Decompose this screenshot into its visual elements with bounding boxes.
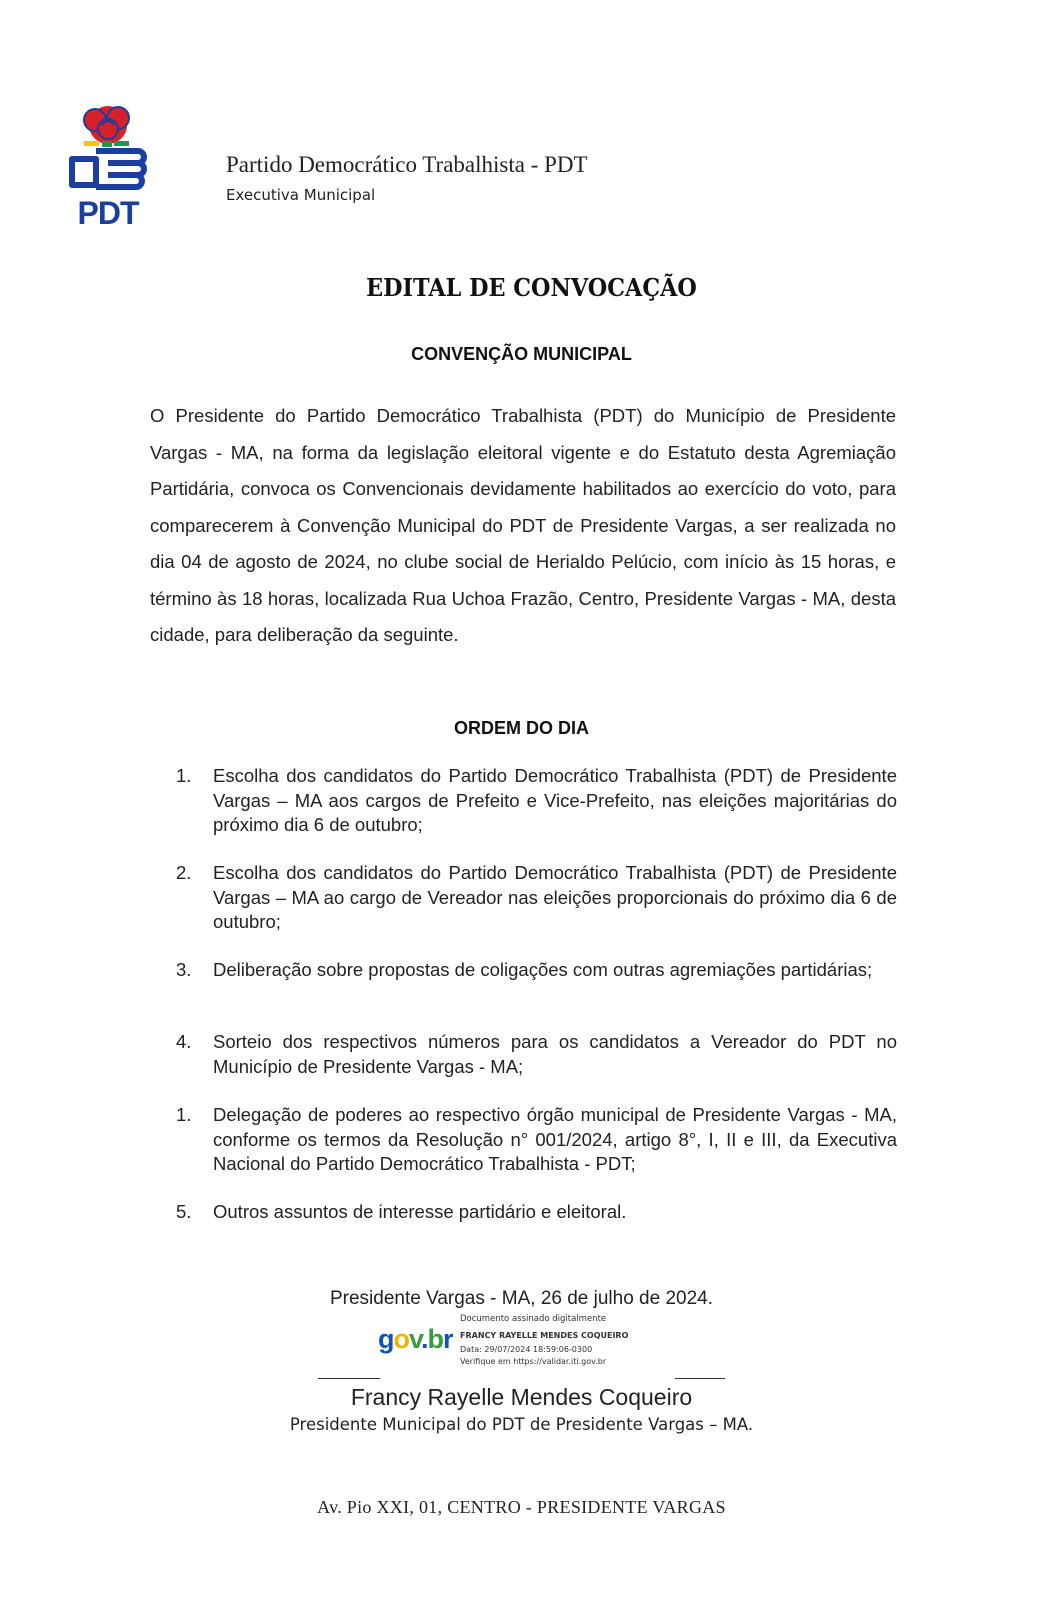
- signature-signer: FRANCY RAYELLE MENDES COQUEIRO: [460, 1331, 629, 1340]
- organization-name: Partido Democrático Trabalhista - PDT: [226, 152, 588, 177]
- agenda-item-number: 5.: [176, 1201, 192, 1222]
- signature-verify-url: Verifique em https://validar.iti.gov.br: [460, 1357, 607, 1366]
- agenda-item-number: 1.: [176, 765, 192, 786]
- logo-text: PDT: [77, 195, 139, 231]
- pdt-logo: [62, 105, 154, 231]
- govbr-logo: gov.br: [378, 1324, 453, 1354]
- agenda-item-text: Deliberação sobre propostas de coligações com outras agremiações partidárias;: [213, 959, 873, 980]
- agenda-item: [176, 1030, 897, 1079]
- signature-rule-left: [318, 1378, 380, 1379]
- agenda-item: [176, 958, 897, 983]
- agenda-item-number: 4.: [176, 1031, 192, 1052]
- fist-icon: [72, 151, 144, 187]
- signer-name: Francy Rayelle Mendes Coqueiro: [350, 1384, 693, 1410]
- agenda-item-number: 1.: [176, 1104, 192, 1125]
- agenda-item-text: Escolha dos candidatos do Partido Democrático Trabalhista (PDT) de Presidente Vargas – MA aos cargos de Prefeito e Vice-Prefeito, nas eleições majoritárias do próximo dia 6 de outubro;: [213, 765, 897, 835]
- document-subtitle: CONVENÇÃO MUNICIPAL: [411, 344, 632, 364]
- agenda-item-number: 2.: [176, 862, 192, 883]
- place-and-date: Presidente Vargas - MA, 26 de julho de 2024.: [329, 1288, 714, 1309]
- footer-address: Av. Pio XXI, 01, CENTRO - PRESIDENTE VARGAS: [317, 1497, 726, 1517]
- agenda-item: [176, 1103, 897, 1177]
- signature-caption: Documento assinado digitalmente: [460, 1314, 607, 1324]
- agenda-item-text: Outros assuntos de interesse partidário e eleitoral.: [213, 1201, 627, 1222]
- agenda-item: [176, 764, 897, 838]
- digital-signature-stamp: [378, 1314, 648, 1370]
- agenda-item: [176, 1200, 897, 1225]
- signature-date: Data: 29/07/2024 18:59:06-0300: [460, 1345, 593, 1354]
- signer-role: Presidente Municipal do PDT de Presidente Vargas – MA.: [289, 1415, 754, 1434]
- organization-subtitle: Executiva Municipal: [226, 186, 376, 204]
- agenda-title: ORDEM DO DIA: [454, 718, 589, 738]
- agenda-item-text: Escolha dos candidatos do Partido Democrático Trabalhista (PDT) de Presidente Vargas – MA ao cargo de Vereador nas eleições proporcionais do próximo dia 6 de outubro;: [213, 862, 897, 932]
- rose-icon: [84, 106, 129, 144]
- agenda-item-number: 3.: [176, 959, 192, 980]
- agenda-item-text: Delegação de poderes ao respectivo órgão municipal de Presidente Vargas - MA, conforme os termos da Resolução n° 001/2024, artigo 8°, I, II e III, da Executiva Nacional do Partido Democrático Trabalhista - PDT;: [213, 1104, 897, 1174]
- signature-rule-right: [675, 1378, 725, 1379]
- agenda-item-text: Sorteio dos respectivos números para os candidatos a Vereador do PDT no Município de Presidente Vargas - MA;: [213, 1031, 897, 1077]
- document-title: EDITAL DE CONVOCAÇÃO: [366, 273, 697, 302]
- body-paragraph: O Presidente do Partido Democrático Trabalhista (PDT) do Município de Presidente Vargas - MA, na forma da legislação eleitoral vigente e do Estatuto desta Agremiação Partidária, convoca os Convencionais devidamente habilitados ao exercício do voto, para comparecerem à Convenção Municipal do PDT de Presidente Vargas, a ser realizada no dia 04 de agosto de 2024, no clube social de Herialdo Pelúcio, com início às 15 horas, e término às 18 horas, localizada Rua Uchoa Frazão, Centro, Presidente Vargas - MA, desta cidade, para deliberação da seguinte.: [150, 405, 896, 645]
- agenda-item: [176, 861, 897, 935]
